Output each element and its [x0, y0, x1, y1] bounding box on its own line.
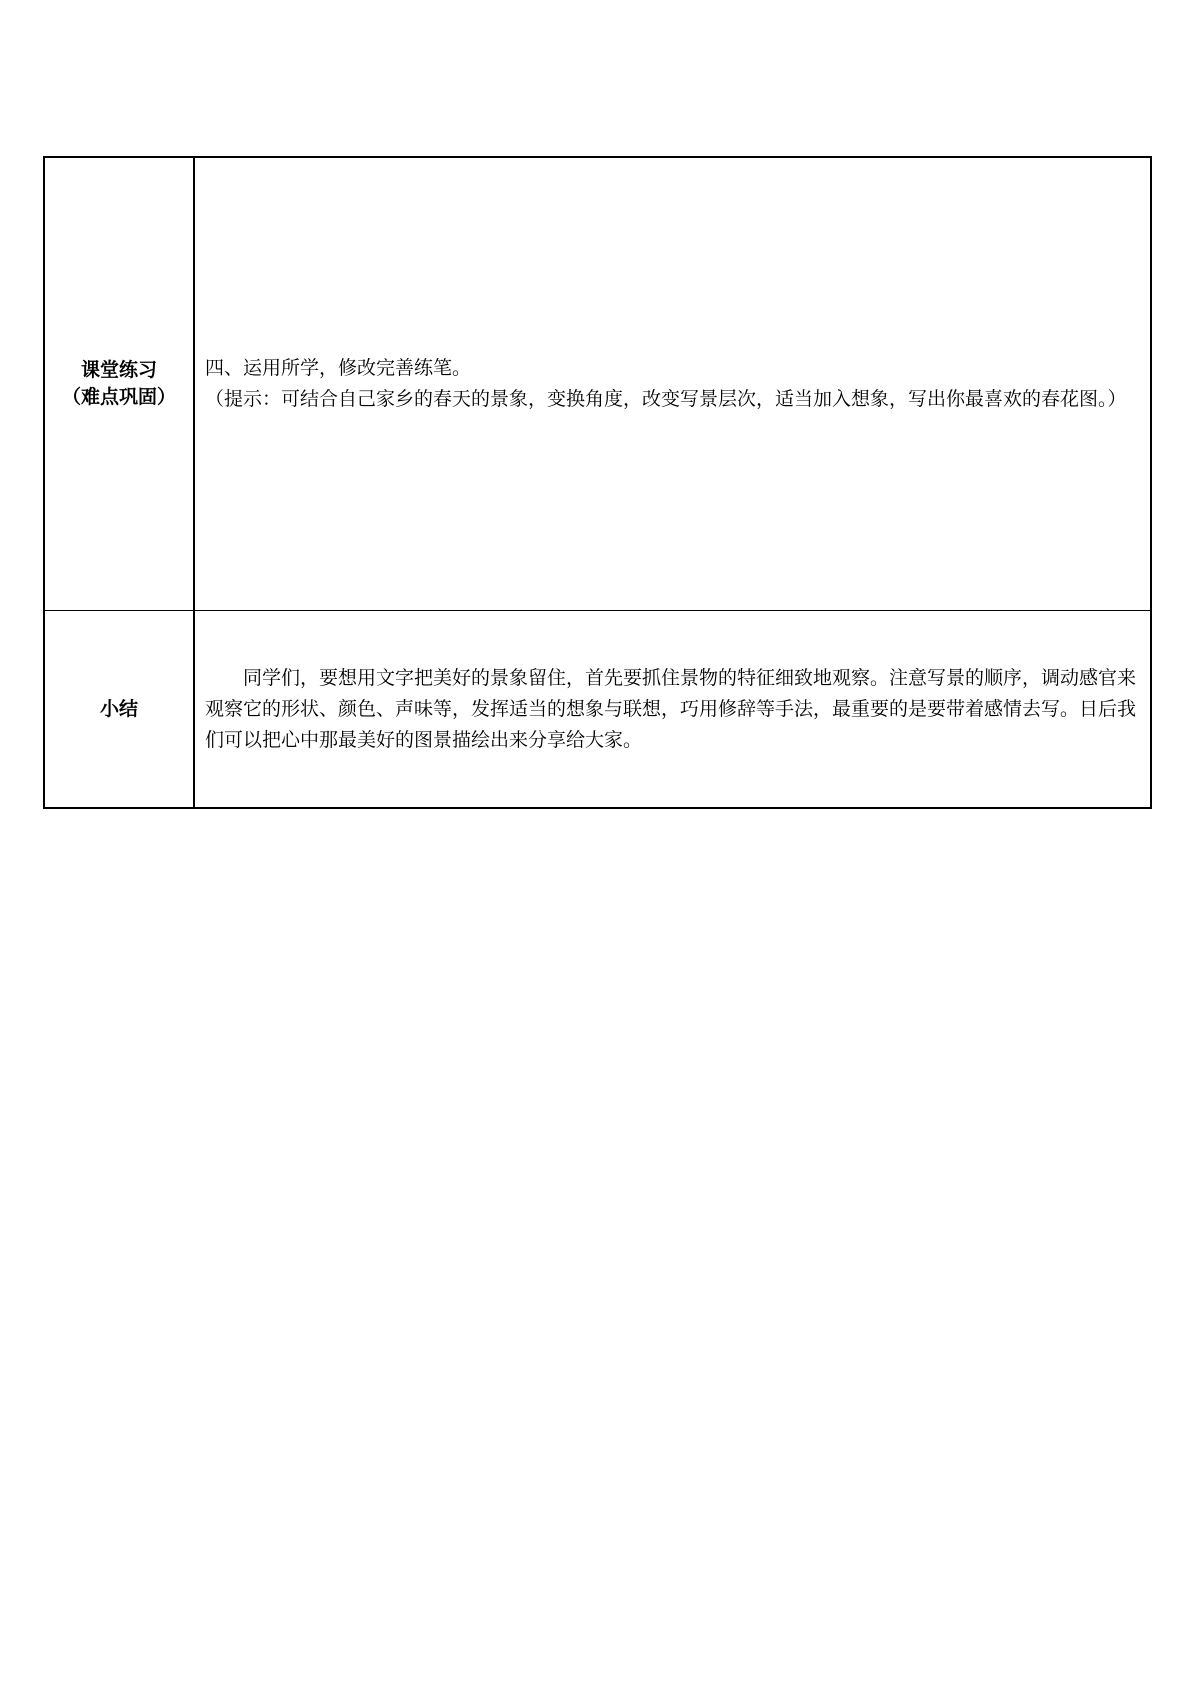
summary-row — [44, 611, 1151, 809]
summary-text: 同学们，要想用文字把美好的景象留住，首先要抓住景物的特征细致地观察。注意写景的顺序，调动感官来观察它的形状、颜色、声味等，发挥适当的想象与联想，巧用修辞等手法，最重要的是要带着感情去写。日后我们可以把心中那最美好的图景描绘出来分享给大家。 — [205, 666, 1137, 751]
practice-row — [44, 157, 1151, 611]
practice-heading: 四、运用所学，修改完善练笔。 — [205, 357, 472, 379]
practice-label: 课堂练习 — [80, 359, 157, 381]
practice-label-cell — [44, 157, 194, 611]
practice-hint: （提示：可结合自己家乡的春天的景象，变换角度，改变写景层次，适当加入想象，写出你最喜欢的春花图。） — [205, 388, 1127, 410]
practice-sublabel: （难点巩固） — [61, 386, 176, 408]
summary-label: 小结 — [99, 697, 138, 720]
practice-content-cell — [194, 157, 1151, 611]
summary-content-cell — [194, 611, 1151, 809]
lesson-plan-table — [43, 156, 1152, 809]
summary-label-cell — [44, 611, 194, 809]
